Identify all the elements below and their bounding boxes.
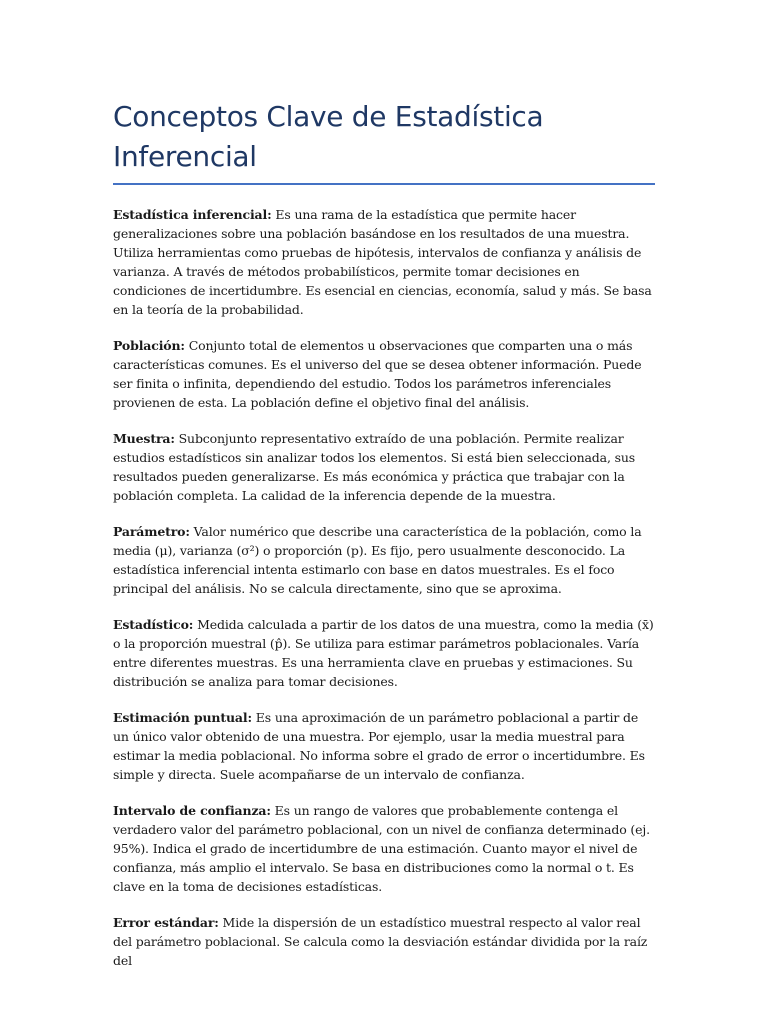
document-title: Conceptos Clave de Estadística Inferencial — [113, 97, 655, 185]
term-estadistico — [113, 615, 655, 691]
term-muestra — [113, 429, 655, 505]
term-text: Es un rango de valores que probablemente contenga el verdadero valor del parámetro poblacional, con un nivel de confianza determinado (ej. 95%). Indica el grado de incertidumbre de una estimación. Cuanto mayor el nivel de confianza, más amplio el intervalo. Se basa en distribuciones como la normal o t. Es clave en la toma de decisiones estadísticas. — [113, 803, 650, 894]
term-label: Parámetro: — [113, 524, 190, 539]
term-estimacion-puntual — [113, 708, 655, 784]
term-estadistica-inferencial — [113, 205, 655, 319]
term-text: Subconjunto representativo extraído de una población. Permite realizar estudios estadísticos sin analizar todos los elementos. Si está bien seleccionada, sus resultados pueden generalizarse. Es más económica y práctica que trabajar con la población completa. La calidad de la inferencia depende de la muestra. — [113, 431, 636, 503]
term-label: Muestra: — [113, 431, 175, 446]
term-text: Es una rama de la estadística que permite hacer generalizaciones sobre una población basándose en los resultados de una muestra. Utiliza herramientas como pruebas de hipótesis, intervalos de confianza y análisis de varianza. A través de métodos probabilísticos, permite tomar decisiones en condiciones de incertidumbre. Es esencial en ciencias, economía, salud y más. Se basa en la teoría de la probabilidad. — [113, 207, 652, 317]
term-text: Es una aproximación de un parámetro poblacional a partir de un único valor obtenido de una muestra. Por ejemplo, usar la media muestral para estimar la media poblacional. No informa sobre el grado de error o incertidumbre. Es simple y directa. Suele acompañarse de un intervalo de confianza. — [113, 710, 645, 782]
term-intervalo-de-confianza — [113, 801, 655, 896]
term-error-estandar — [113, 913, 655, 970]
term-label: Población: — [113, 338, 185, 353]
term-text: Conjunto total de elementos u observaciones que comparten una o más características comunes. Es el universo del que se desea obtener información. Puede ser finita o infinita, dependiendo del estudio. Todos los parámetros inferenciales provienen de esta. La población define el objetivo final del análisis. — [113, 338, 642, 410]
term-parametro — [113, 522, 655, 598]
term-text: Mide la dispersión de un estadístico muestral respecto al valor real del parámetro poblacional. Se calcula como la desviación estándar dividida por la raíz del — [113, 915, 648, 968]
term-label: Estimación puntual: — [113, 710, 252, 725]
terms-list — [113, 205, 655, 970]
term-poblacion — [113, 336, 655, 412]
term-label: Error estándar: — [113, 915, 219, 930]
document-page — [113, 97, 655, 987]
term-label: Estadística inferencial: — [113, 207, 272, 222]
term-text: Valor numérico que describe una característica de la población, como la media (μ), varianza (σ²) o proporción (p). Es fijo, pero usualmente desconocido. La estadística inferencial intenta estimarlo con base en datos muestrales. Es el foco principal del análisis. No se calcula directamente, sino que se aproxima. — [113, 524, 642, 596]
term-text: Medida calculada a partir de los datos de una muestra, como la media (x̄) o la proporción muestral (p̂). Se utiliza para estimar parámetros poblacionales. Varía entre diferentes muestras. Es una herramienta clave en pruebas y estimaciones. Su distribución se analiza para tomar decisiones. — [113, 617, 654, 689]
term-label: Intervalo de confianza: — [113, 803, 271, 818]
term-label: Estadístico: — [113, 617, 194, 632]
